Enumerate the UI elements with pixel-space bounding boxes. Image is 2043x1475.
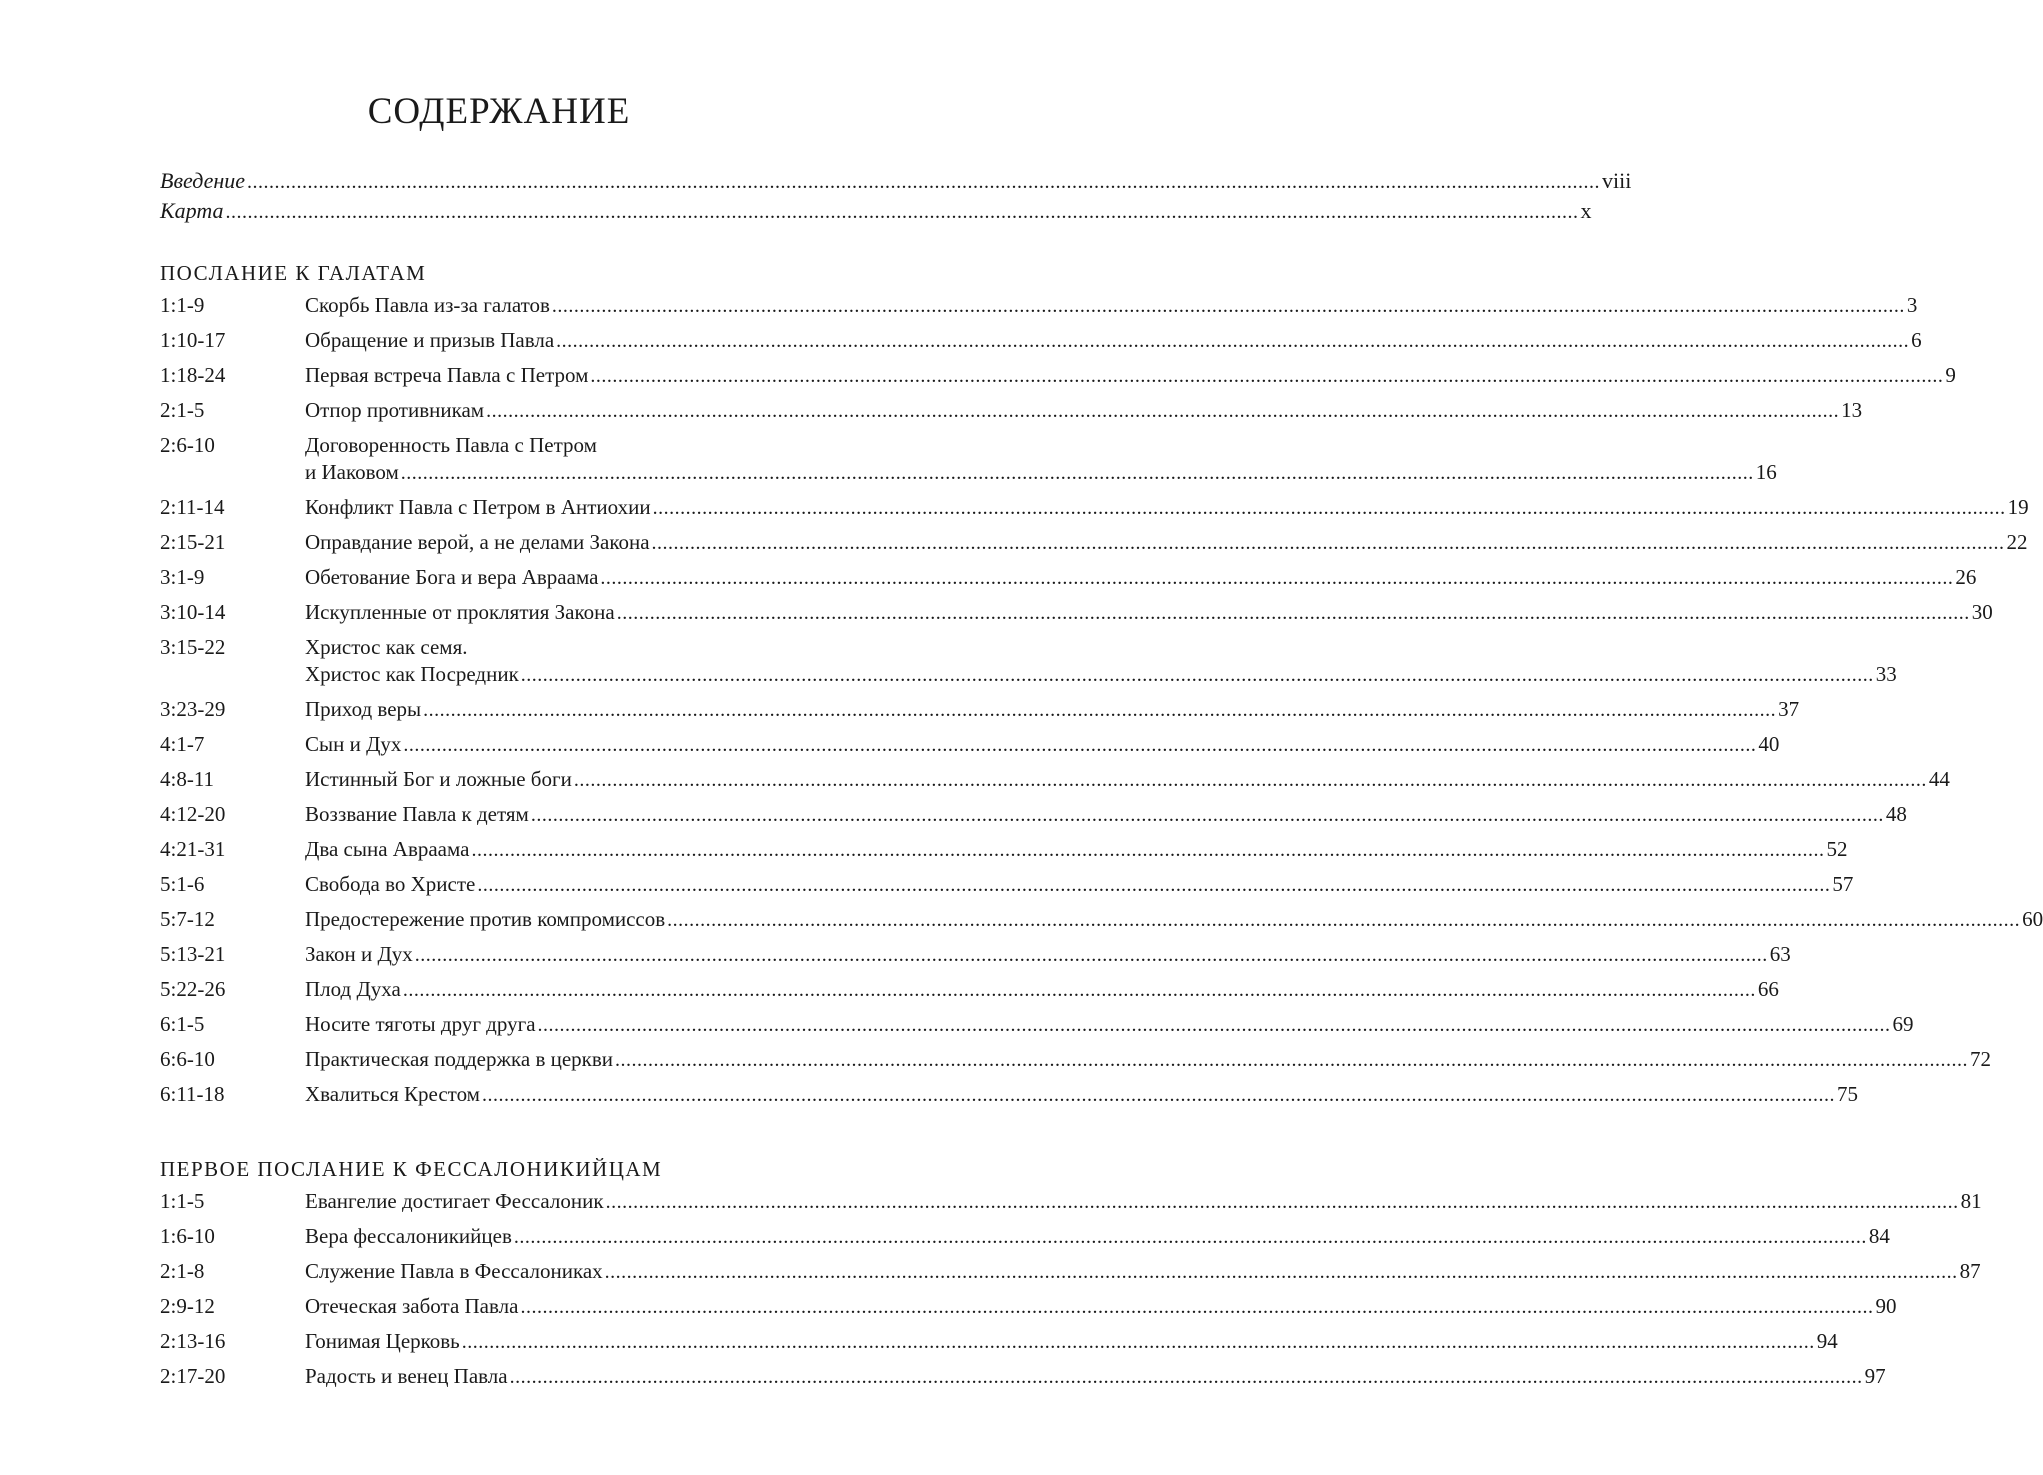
verse-reference: 4:8-11 [160, 767, 215, 791]
dot-leader [521, 662, 1874, 689]
page-number: 48 [1885, 802, 1907, 826]
entry-title: Христос как семя. [305, 635, 468, 659]
page-number: 52 [1826, 837, 1848, 861]
toc-entry[interactable] [160, 696, 1800, 731]
toc-entry[interactable] [160, 1293, 1897, 1328]
page-number: 6 [1911, 328, 1922, 352]
entry-title: Скорбь Павла из-за галатов [305, 293, 550, 317]
page-number: 66 [1757, 977, 1779, 1001]
section-title: ПОСЛАНИЕ К ГАЛАТАМ [160, 261, 427, 285]
verse-reference: 4:12-20 [160, 802, 226, 826]
toc-entry[interactable] [160, 1046, 1992, 1081]
toc-entry[interactable] [160, 1188, 1982, 1223]
entry-title: Христос как Посредник [305, 662, 519, 686]
toc-entry[interactable] [160, 871, 1854, 906]
verse-reference: 3:15-22 [160, 635, 226, 659]
dot-leader [401, 460, 1754, 487]
verse-reference: 2:13-16 [160, 1329, 226, 1353]
verse-reference: 1:18-24 [160, 363, 226, 387]
page-number: 33 [1875, 662, 1897, 686]
dot-leader [531, 802, 1884, 829]
page-number: 40 [1758, 732, 1780, 756]
entry-title: Отпор противникам [305, 398, 485, 422]
toc-entry[interactable] [160, 599, 1993, 634]
page-number: 60 [2022, 907, 2043, 931]
dot-leader [615, 1047, 1968, 1074]
page-number: 57 [1832, 872, 1854, 896]
toc-entry[interactable] [160, 1081, 1858, 1116]
verse-reference: 5:22-26 [160, 977, 226, 1001]
dot-leader [477, 872, 1830, 899]
verse-reference: 3:23-29 [160, 697, 226, 721]
toc-entry[interactable] [160, 1328, 1838, 1363]
toc-entry[interactable] [160, 1258, 1981, 1293]
page-number: 30 [1971, 600, 1993, 624]
entry-list [160, 1188, 1982, 1398]
toc-entry[interactable] [160, 1363, 1886, 1398]
verse-reference: 4:21-31 [160, 837, 226, 861]
entry-title: Два сына Авраама [305, 837, 470, 861]
page-number: 26 [1955, 565, 1977, 589]
toc-entry[interactable] [160, 292, 1918, 327]
entry-title: Вера фессалоникийцев [305, 1224, 512, 1248]
entry-title: Плод Духа [305, 977, 401, 1001]
verse-reference: 6:1-5 [160, 1012, 205, 1036]
verse-reference: 2:11-14 [160, 495, 225, 519]
entry-title: Обращение и призыв Павла [305, 328, 555, 352]
section-1-thessalonians [160, 1154, 1982, 1398]
toc-entry[interactable] [160, 327, 1922, 362]
page-number: 22 [2006, 530, 2028, 554]
dot-leader [403, 732, 1756, 759]
dot-leader [415, 942, 1768, 969]
page-number: 87 [1959, 1259, 1981, 1283]
entry-title: Радость и венец Павла [305, 1364, 508, 1388]
page-number: 81 [1960, 1189, 1982, 1213]
page-number: 44 [1928, 767, 1950, 791]
toc-entry[interactable] [160, 397, 1863, 432]
dot-leader [538, 1012, 1891, 1039]
page-number: 37 [1778, 697, 1800, 721]
dot-leader [667, 907, 2020, 934]
entry-title: Искупленные от проклятия Закона [305, 600, 615, 624]
page-number: 19 [2007, 495, 2029, 519]
dot-leader [471, 837, 1824, 864]
entry-title: Конфликт Павла с Петром в Антиохии [305, 495, 651, 519]
verse-reference: 1:1-9 [160, 293, 205, 317]
entry-title: Истинный Бог и ложные боги [305, 767, 572, 791]
dot-leader [482, 1082, 1835, 1109]
verse-reference: 5:7-12 [160, 907, 215, 931]
dot-leader [652, 530, 2005, 557]
entry-list [160, 292, 2043, 1116]
entry-title: Хвалиться Крестом [305, 1082, 480, 1106]
page-number: 13 [1841, 398, 1863, 422]
toc-entry[interactable] [160, 766, 1950, 801]
entry-title: Обетование Бога и вера Авраама [305, 565, 599, 589]
verse-reference: 6:11-18 [160, 1082, 225, 1106]
verse-reference: 2:15-21 [160, 530, 226, 554]
page-number: 3 [1906, 293, 1918, 317]
toc-entry[interactable] [160, 801, 1907, 836]
page-number: 94 [1816, 1329, 1838, 1353]
verse-reference: 2:6-10 [160, 433, 215, 457]
page-number: 69 [1892, 1012, 1914, 1036]
dot-leader [462, 1329, 1815, 1356]
toc-entry[interactable] [160, 836, 1848, 871]
dot-leader [605, 1259, 1958, 1286]
page-number: 63 [1769, 942, 1791, 966]
page-number: viii [1602, 168, 1632, 193]
entry-title: Закон и Дух [305, 942, 413, 966]
entry-title: Носите тяготы друг друга [305, 1012, 536, 1036]
dot-leader [514, 1224, 1867, 1251]
dot-leader [617, 600, 1970, 627]
dot-leader [225, 197, 1578, 227]
front-matter [160, 166, 1632, 226]
verse-reference: 1:1-5 [160, 1189, 205, 1213]
toc-entry[interactable] [160, 906, 2043, 941]
toc-entry[interactable] [160, 1011, 1914, 1046]
verse-reference: 1:6-10 [160, 1224, 215, 1248]
dot-leader [423, 697, 1776, 724]
dot-leader [552, 293, 1905, 320]
verse-reference: 5:1-6 [160, 872, 205, 896]
dot-leader [520, 1294, 1873, 1321]
page-number: 90 [1875, 1294, 1897, 1318]
toc-entry[interactable] [160, 976, 1779, 1011]
dot-leader [606, 1189, 1959, 1216]
page-number: 84 [1868, 1224, 1890, 1248]
verse-reference: 2:1-8 [160, 1259, 205, 1283]
entry-title: Служение Павла в Фессалониках [305, 1259, 603, 1283]
dot-leader [600, 565, 1953, 592]
front-matter-title: Карта [160, 198, 224, 223]
entry-title: Воззвание Павла к детям [305, 802, 529, 826]
dot-leader [486, 398, 1839, 425]
verse-reference: 2:9-12 [160, 1294, 215, 1318]
entry-title: Свобода во Христе [305, 872, 476, 896]
front-matter-item-map[interactable] [160, 196, 1592, 226]
page-number: 16 [1755, 460, 1777, 484]
front-matter-title: Введение [160, 168, 246, 193]
verse-reference: 6:6-10 [160, 1047, 215, 1071]
front-matter-item-introduction[interactable] [160, 166, 1632, 196]
page-number: 9 [1945, 363, 1956, 387]
verse-reference: 4:1-7 [160, 732, 205, 756]
verse-reference: 3:1-9 [160, 565, 205, 589]
page-number: x [1580, 198, 1592, 223]
dot-leader [556, 328, 1909, 355]
entry-title: и Иаковом [305, 460, 399, 484]
toc-entry[interactable] [160, 362, 1956, 397]
entry-title: Гонимая Церковь [305, 1329, 460, 1353]
dot-leader [653, 495, 2006, 522]
toc-entry[interactable] [160, 564, 1977, 599]
entry-title: Договоренность Павла с Петром [305, 433, 597, 457]
section-galatians [160, 258, 2043, 1116]
section-title: ПЕРВОЕ ПОСЛАНИЕ К ФЕССАЛОНИКИЙЦАМ [160, 1157, 663, 1181]
page-title: СОДЕРЖАНИЕ [367, 91, 631, 132]
toc-entry[interactable] [160, 529, 2028, 564]
toc-entry[interactable] [160, 634, 1897, 696]
toc-entry[interactable] [160, 432, 1777, 494]
toc-entry[interactable] [160, 731, 1780, 766]
verse-reference: 5:13-21 [160, 942, 226, 966]
toc-entry[interactable] [160, 494, 2029, 529]
entry-title: Оправдание верой, а не делами Закона [305, 530, 650, 554]
entry-title: Первая встреча Павла с Петром [305, 363, 589, 387]
entry-title: Отеческая забота Павла [305, 1294, 519, 1318]
entry-title: Сын и Дух [305, 732, 402, 756]
page-number: 72 [1970, 1047, 1992, 1071]
dot-leader [247, 167, 1600, 197]
verse-reference: 1:10-17 [160, 328, 226, 352]
toc-entry[interactable] [160, 1223, 1890, 1258]
dot-leader [403, 977, 1756, 1004]
entry-title: Практическая поддержка в церкви [305, 1047, 614, 1071]
dot-leader [510, 1364, 1863, 1391]
verse-reference: 2:17-20 [160, 1364, 226, 1388]
dot-leader [590, 363, 1943, 390]
dot-leader [574, 767, 1927, 794]
page-number: 97 [1864, 1364, 1886, 1388]
entry-title: Евангелие достигает Фессалоник [305, 1189, 604, 1213]
toc-entry[interactable] [160, 941, 1791, 976]
verse-reference: 3:10-14 [160, 600, 226, 624]
entry-title: Предостережение против компромиссов [305, 907, 666, 931]
entry-title: Приход веры [305, 697, 422, 721]
page-number: 75 [1836, 1082, 1858, 1106]
verse-reference: 2:1-5 [160, 398, 205, 422]
